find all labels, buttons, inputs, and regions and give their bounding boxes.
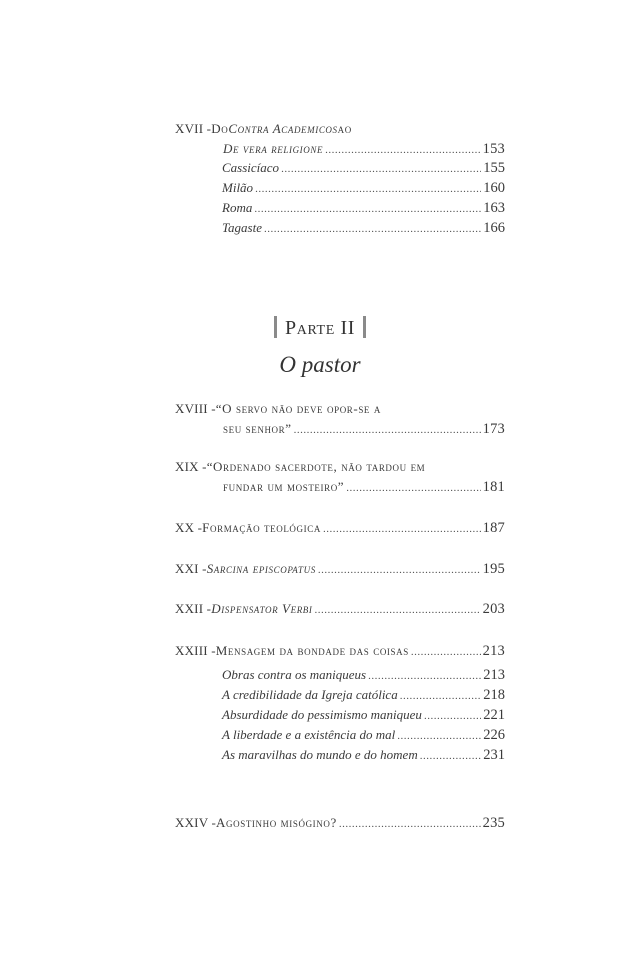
toc-entry-xviii-line1 (175, 401, 505, 421)
chapter-title: “Ordenado sacerdote, não tardou em (206, 459, 426, 474)
subentry-label: Tagaste (222, 220, 262, 235)
page-number: 203 (482, 601, 505, 617)
subentry-label: As maravilhas do mundo e do homem (222, 747, 418, 762)
toc-entry-xix-line1 (175, 459, 505, 479)
toc-subentry[interactable] (222, 160, 505, 180)
toc-subsection-list (222, 160, 505, 240)
subentry-label: Absurdidade do pessimismo maniqueu (222, 707, 422, 722)
page-number: 231 (483, 747, 505, 763)
page-number: 226 (483, 727, 505, 743)
chapter-number: XXIII - (175, 643, 216, 658)
page-number: 213 (483, 667, 505, 683)
divider-bar (363, 316, 366, 338)
page-number: 187 (482, 520, 505, 536)
page-number: 195 (482, 561, 505, 577)
toc-entry-xx[interactable] (175, 520, 505, 540)
toc-entry-xxi-line (175, 561, 505, 581)
page-number: 218 (483, 687, 505, 703)
dot-leader (325, 144, 481, 156)
toc-entry-xxii-line (175, 601, 505, 621)
chapter-number: XVIII - (175, 401, 216, 416)
divider-bar (274, 316, 277, 338)
subentry-label: Milão (222, 180, 254, 195)
toc-subentry[interactable] (222, 727, 505, 747)
toc-subentry[interactable] (222, 200, 505, 220)
chapter-number: XXIV - (175, 815, 217, 830)
toc-subentry[interactable] (222, 707, 505, 727)
toc-entry-xxiv-line (175, 815, 505, 835)
page-number: 163 (483, 200, 505, 216)
toc-entry-xxii[interactable] (175, 601, 505, 621)
chapter-title: fundar um mosteiro” (223, 479, 345, 494)
toc-entry-xvii[interactable] (175, 121, 505, 161)
page-number: 166 (483, 220, 505, 236)
dot-leader (255, 183, 481, 195)
part-title-text: Parte II (285, 317, 355, 339)
toc-subentry[interactable] (222, 687, 505, 707)
subentry-label: Cassicíaco (222, 160, 280, 175)
part-title (0, 316, 640, 340)
chapter-title: ao (337, 121, 352, 136)
toc-subentry[interactable] (222, 747, 505, 767)
toc-subentry[interactable] (222, 180, 505, 200)
toc-subentry[interactable] (222, 220, 505, 240)
toc-entry-xx-line (175, 520, 505, 540)
chapter-number: XVII - (175, 121, 212, 136)
toc-entry-xxiii[interactable] (175, 643, 505, 663)
dot-leader (254, 203, 481, 215)
page-number: 181 (482, 479, 505, 495)
toc-entry-xxiv[interactable] (175, 815, 505, 835)
dot-leader (323, 523, 481, 535)
toc-entry-xxiii-line (175, 643, 505, 663)
dot-leader (424, 710, 481, 722)
dot-leader (397, 730, 481, 742)
chapter-number: XXII - (175, 601, 212, 616)
dot-leader (318, 564, 481, 576)
dot-leader (368, 670, 481, 682)
page-number: 160 (483, 180, 505, 196)
dot-leader (339, 818, 481, 830)
chapter-title: Formação teológica (202, 520, 321, 535)
chapter-title: seu senhor” (223, 421, 292, 436)
dot-leader (315, 604, 481, 616)
toc-entry-xix-line2 (175, 479, 505, 499)
dot-leader (346, 482, 480, 494)
page-number: 235 (482, 815, 505, 831)
page-number: 153 (482, 141, 505, 157)
page-number: 155 (483, 160, 505, 176)
chapter-title-italic: Dispensator Verbi (211, 601, 313, 616)
page-number: 221 (483, 707, 505, 723)
subentry-label: A credibilidade da Igreja católica (222, 687, 398, 702)
chapter-title-italic: De vera religione (223, 141, 324, 156)
toc-entry-xxi[interactable] (175, 561, 505, 581)
toc-entry-xviii-line2 (175, 421, 505, 441)
subentry-label: Roma (222, 200, 253, 215)
dot-leader (264, 223, 481, 235)
part-subtitle: O pastor (279, 352, 361, 377)
toc-entry-xvii-line2 (175, 141, 505, 161)
page-number: 213 (482, 643, 505, 659)
dot-leader (411, 646, 481, 658)
chapter-number: XXI - (175, 561, 207, 576)
chapter-title: Mensagem da bondade das coisas (215, 643, 409, 658)
chapter-title: Agostinho misógino? (216, 815, 337, 830)
chapter-title-italic: Contra Academicos (228, 121, 338, 136)
page-number: 173 (482, 421, 505, 437)
toc-entry-xvii-line1 (175, 121, 505, 141)
toc-entry-xix[interactable] (175, 459, 505, 499)
dot-leader (400, 690, 482, 702)
chapter-number: XIX - (175, 459, 207, 474)
subentry-label: A liberdade e a existência do mal (222, 727, 396, 742)
toc-entry-xviii[interactable] (175, 401, 505, 441)
toc-subsection-list (222, 667, 505, 767)
subentry-label: Obras contra os maniqueus (222, 667, 367, 682)
dot-leader (281, 163, 481, 175)
chapter-title: Do (211, 121, 229, 136)
chapter-number: XX - (175, 520, 203, 535)
dot-leader (420, 750, 482, 762)
toc-subentry[interactable] (222, 667, 505, 687)
chapter-title: “O servo não deve opor-se a (215, 401, 381, 416)
dot-leader (294, 424, 481, 436)
chapter-title-italic: Sarcina episcopatus (206, 561, 316, 576)
